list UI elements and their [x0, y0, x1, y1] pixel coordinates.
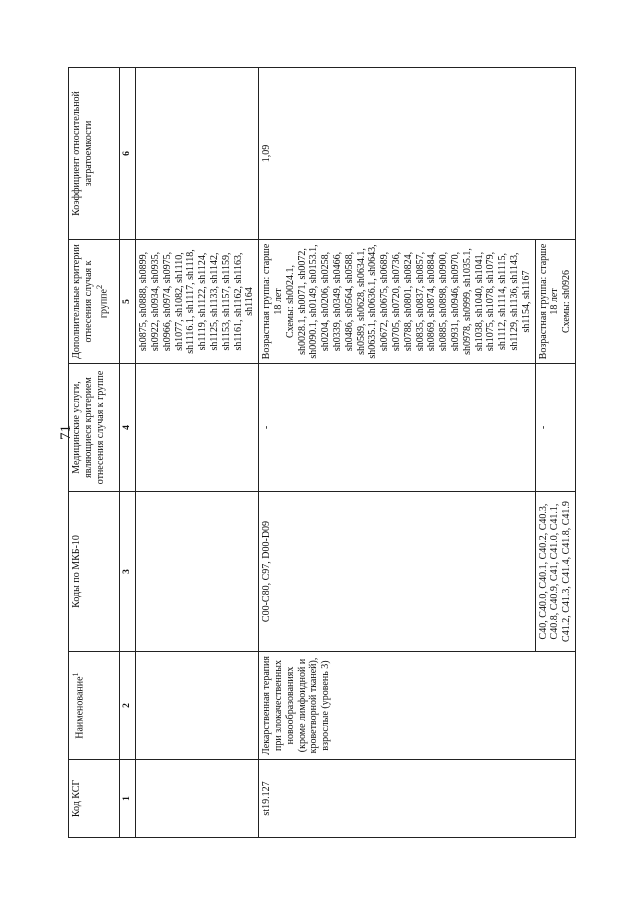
col-num-5: 5	[120, 240, 136, 364]
row2-code: st19.127	[259, 760, 576, 838]
table-row	[136, 68, 259, 838]
row2-criteria: Возрастная группа: старше 18 лет Схемы: sh0024.1, sh0028.1, sh0071, sh0072, sh0090.1, sh0149, sh0153.1, sh0204, sh0206, sh0258, sh0339, sh0349, sh0466, sh0486, sh0564, sh0588, sh0589, sh0628, sh0634.1, sh0635.1, sh0636.1, sh0643, sh0672, sh0675, sh0689, sh0705, sh0720, sh0736, sh0788, sh0801, sh0824, sh0835, sh0837, sh0857, sh0869, sh0874, sh0884, sh0885, sh0898, sh0900, sh0931, sh0946, sh0970, sh0978, sh0999, sh1035.1, sh1038, sh1040, sh1041, sh1075, sh1078, sh1079, sh1112, sh1114, sh1115, sh1129, sh1136, sh1143, sh1154, sh1167	[259, 240, 535, 364]
col-num-6: 6	[120, 68, 136, 240]
row3-criteria: Возрастная группа: старше 18 лет Схемы: sh0926	[535, 240, 575, 364]
row2-coefficient: 1,09	[259, 68, 576, 240]
header-row	[69, 68, 120, 838]
col-num-4: 4	[120, 364, 136, 492]
row1-coefficient	[136, 68, 259, 240]
col-num-2: 2	[120, 652, 136, 760]
header-icd: Коды по МКБ-10	[69, 492, 120, 652]
col-num-1: 1	[120, 760, 136, 838]
page-number: 71	[58, 425, 74, 440]
header-criteria: Дополнительные критерии отнесения случая к группе$^2$	[69, 240, 120, 364]
header-services: Медицинские услуги, являющиеся критерием отнесения случая к группе	[69, 364, 120, 492]
header-coefficient: Коэффициент относительной затратоемкости	[69, 68, 120, 240]
row2-icd: C00-C80, C97, D00-D09	[259, 492, 535, 652]
rotated-table-wrapper	[68, 68, 608, 838]
row2-name: Лекарственная терапия при злокачественных новообразованиях (кроме лимфоидной и кроветворной тканей), взрослые (уровень 3)	[259, 652, 576, 760]
col-num-3: 3	[120, 492, 136, 652]
row3-service: -	[535, 364, 575, 492]
ksg-table	[68, 67, 576, 838]
row1-service	[136, 364, 259, 492]
row2-service: -	[259, 364, 535, 492]
table-row	[259, 68, 535, 838]
header-name: Наименование$^1$	[69, 652, 120, 760]
header-code: Код КСГ	[69, 760, 120, 838]
column-number-row	[120, 68, 136, 838]
row1-name	[136, 652, 259, 760]
row1-criteria: sh0875, sh0888, sh0899, sh0922, sh0934, sh0935, sh0966, sh0974, sh0975, sh1077, sh1082, sh1110, sh1116.1, sh1117, sh1118, sh1119, sh1122, sh1124, sh1125, sh1133, sh1142, sh1153, sh1157, sh1159, sh1161, sh1162, sh1163, sh1164	[136, 240, 259, 364]
row3-icd: C40, C40.0, C40.1, C40.2, C40.3, C40.8, C40.9, C41, C41.0, C41.1, C41.2, C41.3, C41.4, C41.8, C41.9	[535, 492, 575, 652]
row1-code	[136, 760, 259, 838]
row1-icd	[136, 492, 259, 652]
